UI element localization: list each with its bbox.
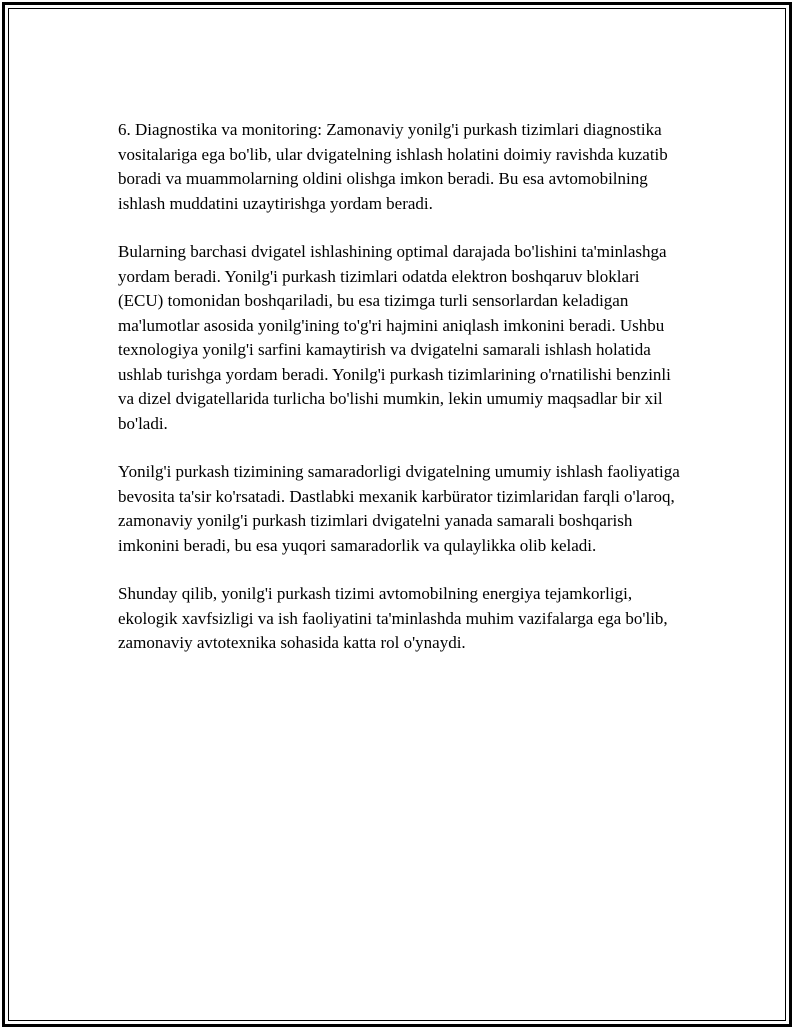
paragraph-diagnostics: 6. Diagnostika va monitoring: Zamonaviy yonilg'i purkash tizimlari diagnostika vositalariga ega bo'lib, ular dvigatelning ishlash holatini doimiy ravishda kuzatib boradi va muammolarning oldini olishga imkon beradi. Bu esa avtomobilning ishlash muddatini uzaytirishga yordam beradi. [118, 120, 668, 213]
document-body [118, 118, 688, 680]
paragraph-conclusion: Shunday qilib, yonilg'i purkash tizimi avtomobilning energiya tejamkorligi, ekologik xavfsizligi va ish faoliyatini ta'minlashda muhim vazifalarga ega bo'lib, zamonaviy avtotexnika sohasida katta rol o'ynaydi. [118, 584, 668, 652]
paragraph-efficiency: Yonilg'i purkash tizimining samaradorligi dvigatelning umumiy ishlash faoliyatiga bevosita ta'sir ko'rsatadi. Dastlabki mexanik karbürator tizimlaridan farqli o'laroq, zamonaviy yonilg'i purkash tizimlari dvigatelni yanada samarali boshqarish imkonini beradi, bu esa yuqori samaradorlik va qulaylikka olib keladi. [118, 462, 680, 555]
paragraph-ecu-control: Bularning barchasi dvigatel ishlashining optimal darajada bo'lishini ta'minlashga yordam beradi. Yonilg'i purkash tizimlari odatda elektron boshqaruv bloklari (ECU) tomonidan boshqariladi, bu esa tizimga turli sensorlardan keladigan ma'lumotlar asosida yonilg'ining to'g'ri hajmini aniqlash imkonini beradi. Ushbu texnologiya yonilg'i sarfini kamaytirish va dvigatelni samarali ishlash holatida ushlab turishga yordam beradi. Yonilg'i purkash tizimlarining o'rnatilishi benzinli va dizel dvigatellarida turlicha bo'lishi mumkin, lekin umumiy maqsadlar bir xil bo'ladi. [118, 242, 671, 433]
